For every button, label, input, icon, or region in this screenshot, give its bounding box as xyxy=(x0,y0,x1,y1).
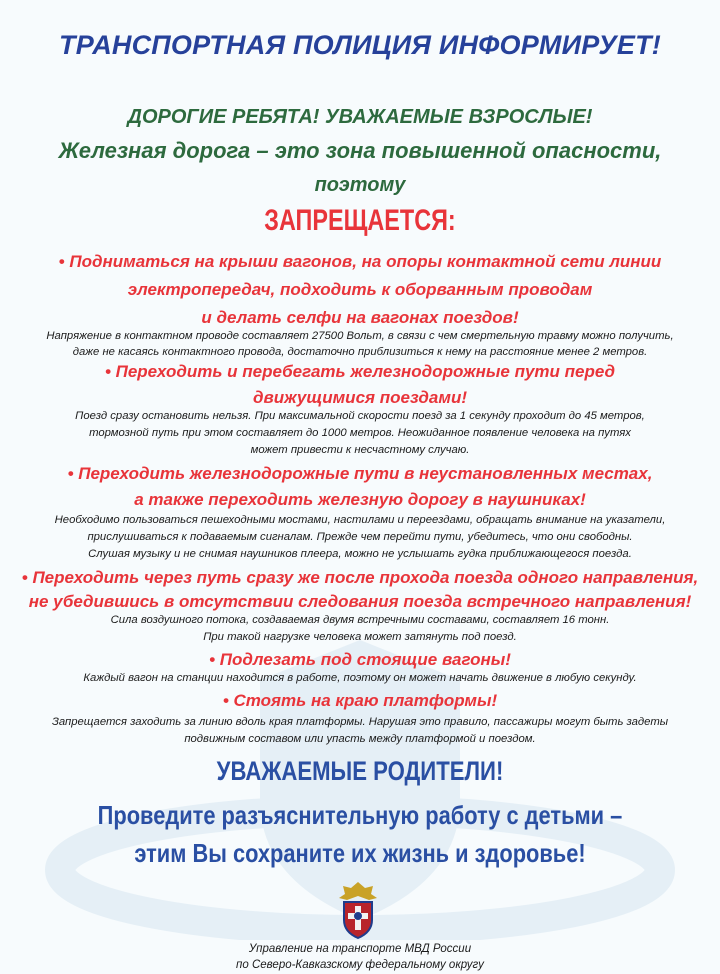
greeting: ДОРОГИЕ РЕБЯТА! УВАЖАЕМЫЕ ВЗРОСЛЫЕ! xyxy=(127,106,593,128)
rule-2-line-1: • Переходить и перебегать железнодорожные пути перед xyxy=(104,362,616,381)
intro-line-2: поэтому xyxy=(314,174,406,196)
rule-6-note-2: подвижным составом или упасть между платформой и поездом. xyxy=(184,733,536,745)
rule-5-line-1: • Подлезать под стоящие вагоны! xyxy=(209,650,511,669)
rule-4-line-1: • Переходить через путь сразу же после прохода поезда одного направления, xyxy=(21,568,699,587)
rule-6-note-1: Запрещается заходить за линию вдоль края платформы. Нарушая это правило, пассажиры могут быть задеты xyxy=(51,716,669,728)
rule-3-line-2: а также переходить железную дорогу в наушниках! xyxy=(134,490,586,509)
appeal-line-2: этим Вы сохраните их жизнь и здоровье! xyxy=(134,838,586,868)
poster-title: ТРАНСПОРТНАЯ ПОЛИЦИЯ ИНФОРМИРУЕТ! xyxy=(59,30,661,60)
footer-line-2: по Северо-Кавказскому федеральному округу xyxy=(236,959,484,971)
rule-1-note-2: даже не касаясь контактного провода, достаточно приблизиться к нему на расстояние менее 2 метров. xyxy=(72,346,648,358)
rule-3-note-1: Необходимо пользоваться пешеходными мостами, настилами и переездами, обращать внимание на указатели, xyxy=(54,514,666,526)
forbidden-heading: ЗАПРЕЩАЕТСЯ: xyxy=(264,204,456,237)
mvd-emblem-icon xyxy=(335,880,381,940)
rule-1-note-1: Напряжение в контактном проводе составляет 27500 Вольт, в связи с чем смертельную травму можно получить, xyxy=(46,330,674,342)
rule-6-line-1: • Стоять на краю платформы! xyxy=(222,691,498,710)
footer-line-1: Управление на транспорте МВД России xyxy=(248,943,472,955)
rule-3-note-3: Слушая музыку и не снимая наушников плеера, можно не услышать гудка приближающегося поезда. xyxy=(88,548,632,560)
appeal-line-1: Проведите разъяснительную работу с детьми – xyxy=(97,800,623,830)
rule-2-note-3: может привести к несчастному случаю. xyxy=(250,444,470,456)
rule-2-note-1: Поезд сразу остановить нельзя. При максимальной скорости поезд за 1 секунду проходит до 45 метров, xyxy=(75,410,645,422)
rule-1-line-1: • Подниматься на крыши вагонов, на опоры контактной сети линии xyxy=(58,252,662,271)
rule-1-line-2: электропередач, подходить к оборванным проводам xyxy=(127,280,593,299)
rule-4-note-2: При такой нагрузке человека может затянуть под поезд. xyxy=(203,631,517,643)
rule-3-line-1: • Переходить железнодорожные пути в неустановленных местах, xyxy=(67,464,653,483)
parents-heading: УВАЖАЕМЫЕ РОДИТЕЛИ! xyxy=(216,756,504,786)
intro-line-1: Железная дорога – это зона повышенной опасности, xyxy=(58,138,662,163)
rule-5-note-1: Каждый вагон на станции находится в работе, поэтому он может начать движение в любую секунду. xyxy=(83,672,637,684)
rule-1-line-3: и делать селфи на вагонах поездов! xyxy=(201,308,519,327)
rule-2-note-2: тормозной путь при этом составляет до 1000 метров. Неожиданное появление человека на путях xyxy=(89,427,631,439)
rule-3-note-2: прислушиваться к подаваемым сигналам. Прежде чем перейти пути, убедитесь, что они свободны. xyxy=(87,531,633,543)
rule-4-note-1: Сила воздушного потока, создаваемая двумя встречными составами, составляет 16 тонн. xyxy=(110,614,610,626)
rule-4-line-2: не убедившись в отсутствии следования поезда встречного направления! xyxy=(28,592,692,611)
rule-2-line-2: движущимися поездами! xyxy=(252,388,468,407)
